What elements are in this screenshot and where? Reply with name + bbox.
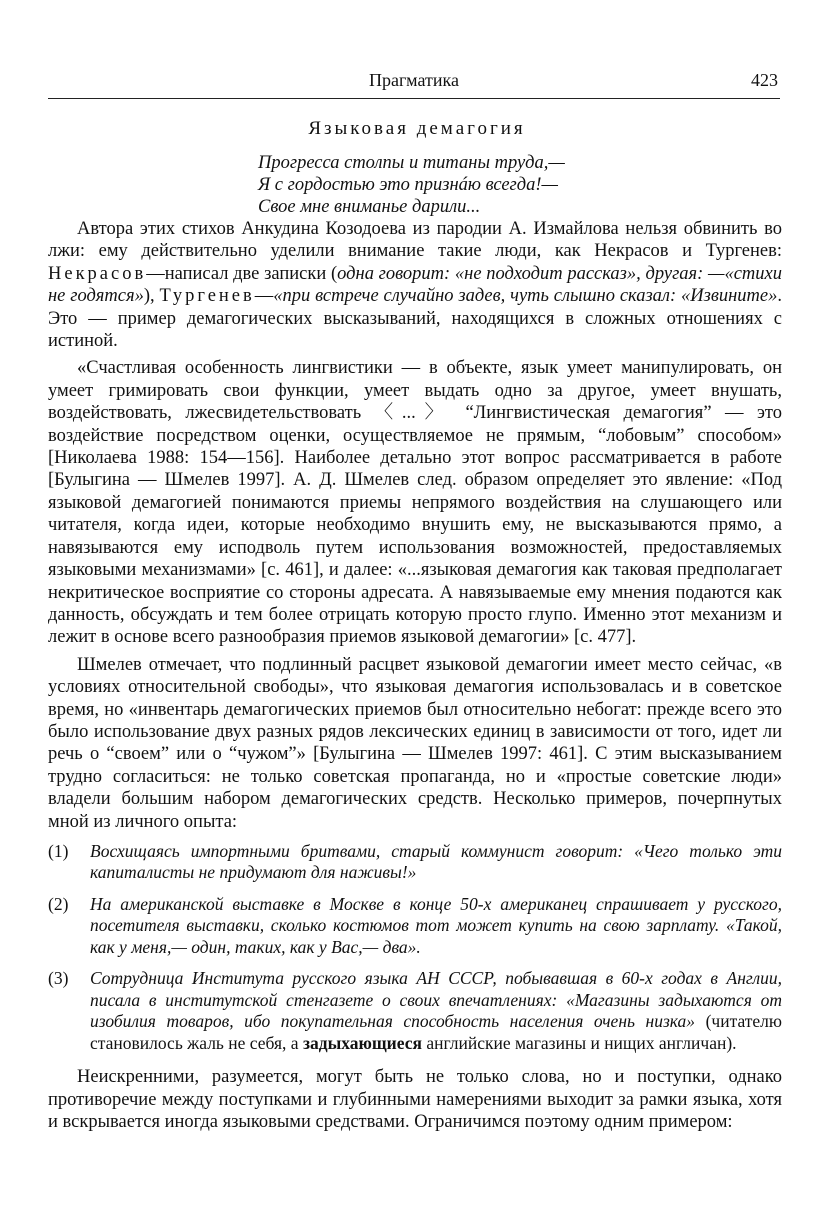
example-number: (1)	[48, 840, 69, 861]
paragraph-4: Неискренними, разумеется, могут быть не только слова, но и поступки, однако противоречие между поступками и глубинными намерениями выходит за рамки языка, хотя и вскрывается иногда языковыми средствами. Ограничимся поэтому одним примером:	[48, 1067, 782, 1133]
paragraph-3: Шмелев отмечает, что подлинный расцвет языковой демагогии имеет место сейчас, «в условиях относительной свободы», что языковая демагогия использовалась и в советское время, но «инвентарь демагогических приемов был относительно небогат: прежде всего это было использование двух разных рядов лексических единиц в зависимости от того, идет ли речь о “своем” или о “чужом”» [Булыгина — Шмелев 1997: 461]. С этим высказыванием трудно согласиться: не только советская пропаганда, но и «простые советские люди» владели большим набором демагогических средств. Несколько примеров, почерпнутых мной из личного опыта:	[48, 654, 782, 832]
example-text: Восхищаясь импортными бритвами, старый коммунист говорит: «Чего только эти капиталисты не придумают для наживы!»	[90, 840, 782, 883]
p1-quote-turgenev: «при встрече случайно задев, чуть слышно сказал: «Извините»	[273, 286, 778, 307]
section-title: Языковая демагогия	[308, 118, 526, 139]
epigraph-line: Я с гордостью это признáю всегда!—	[258, 175, 558, 195]
p1-text-g: . Это — пример демагогических высказываний, находящихся в сложных отношениях с истиной.	[48, 286, 782, 352]
p1-text-d: ),	[143, 286, 160, 307]
body-text	[48, 218, 782, 1139]
running-head	[48, 68, 780, 99]
example-text-bold: задыхающиеся	[302, 1032, 422, 1053]
epigraph	[258, 152, 678, 218]
example-number: (3)	[48, 968, 69, 989]
running-title: Прагматика	[369, 70, 459, 90]
example-item	[48, 968, 782, 1054]
p1-text-e: —	[254, 286, 274, 307]
p1-text-a: Автора этих стихов Анкудина Козодоева из пародии А. Измайлова нельзя обвинить во лжи: ему действительно уделили внимание такие люди, как Некрасов и Тургенев:	[48, 219, 782, 262]
example-text-plain: (читателю становилось жаль не себя, а	[90, 1011, 782, 1053]
epigraph-line: Прогресса столпы и титаны труда,—	[258, 153, 565, 173]
page-number: 423	[751, 70, 778, 90]
examples-list	[48, 841, 782, 1055]
p1-quote-notes: одна говорит: «не подходит рассказ», другая: —«стихи не годятся»	[48, 263, 782, 307]
name-nekrasov: Некрасов	[48, 263, 147, 284]
example-item	[48, 894, 782, 959]
example-item	[48, 841, 782, 884]
example-text: На американской выставке в Москве в конце 50-х американец спрашивает у русского, посетителя выставки, сколько костюмов тот может купить на свою зарплату. «Такой, как у меня,— один, таких, как у Вас,— два».	[90, 893, 782, 957]
p1-text-b: —написал две записки (	[146, 263, 338, 284]
epigraph-line: Свое мне вниманье дарили...	[258, 197, 481, 217]
example-text-italic: Сотрудница Института русского языка АН СССР, побывавшая в 60-х годах в Англии, писала в институтской стенгазете о своих впечатлениях: «Магазины задыхаются от изобилия товаров, ибо покупательная способность населения очень низка»	[90, 968, 782, 1032]
paragraph-1	[48, 218, 782, 352]
paragraph-2: «Счастливая особенность лингвистики — в объекте, язык умеет манипулировать, он умеет гримировать свои функции, умеет выдать одно за другое, умеет внушать, воздействовать, лжесвидетельствовать 〈...〉 “Лингвистическая демагогия” — это воздействие посредством оценки, осуществляемое не прямым, “лобовым” способом» [Николаева 1988: 154—156]. Наиболее детально этот вопрос рассматривается в работе [Булыгина — Шмелев 1997]. А. Д. Шмелев след. образом определяет это явление: «Под языковой демагогией понимаются приемы непрямого воздействия на слушающего или читателя, когда идеи, которые необходимо внушить ему, не высказываются прямо, а навязываются ему исподволь путем использования возможностей, предоставляемых языковыми механизмами» [с. 461], и далее: «...языковая демагогия как таковая предполагает некритическое восприятие со стороны адресата. А навязываемые ему мнения подаются как данность, обсуждать и тем более отрицать которую просто глупо. Именно этот механизм и лежит в основе всего разнообразия приемов языковой демагогии» [с. 477].	[48, 358, 782, 648]
name-turgenev: Тургенев	[159, 286, 255, 307]
example-number: (2)	[48, 893, 69, 914]
example-text-plain-end: английские магазины и нищих англичан).	[421, 1032, 737, 1053]
